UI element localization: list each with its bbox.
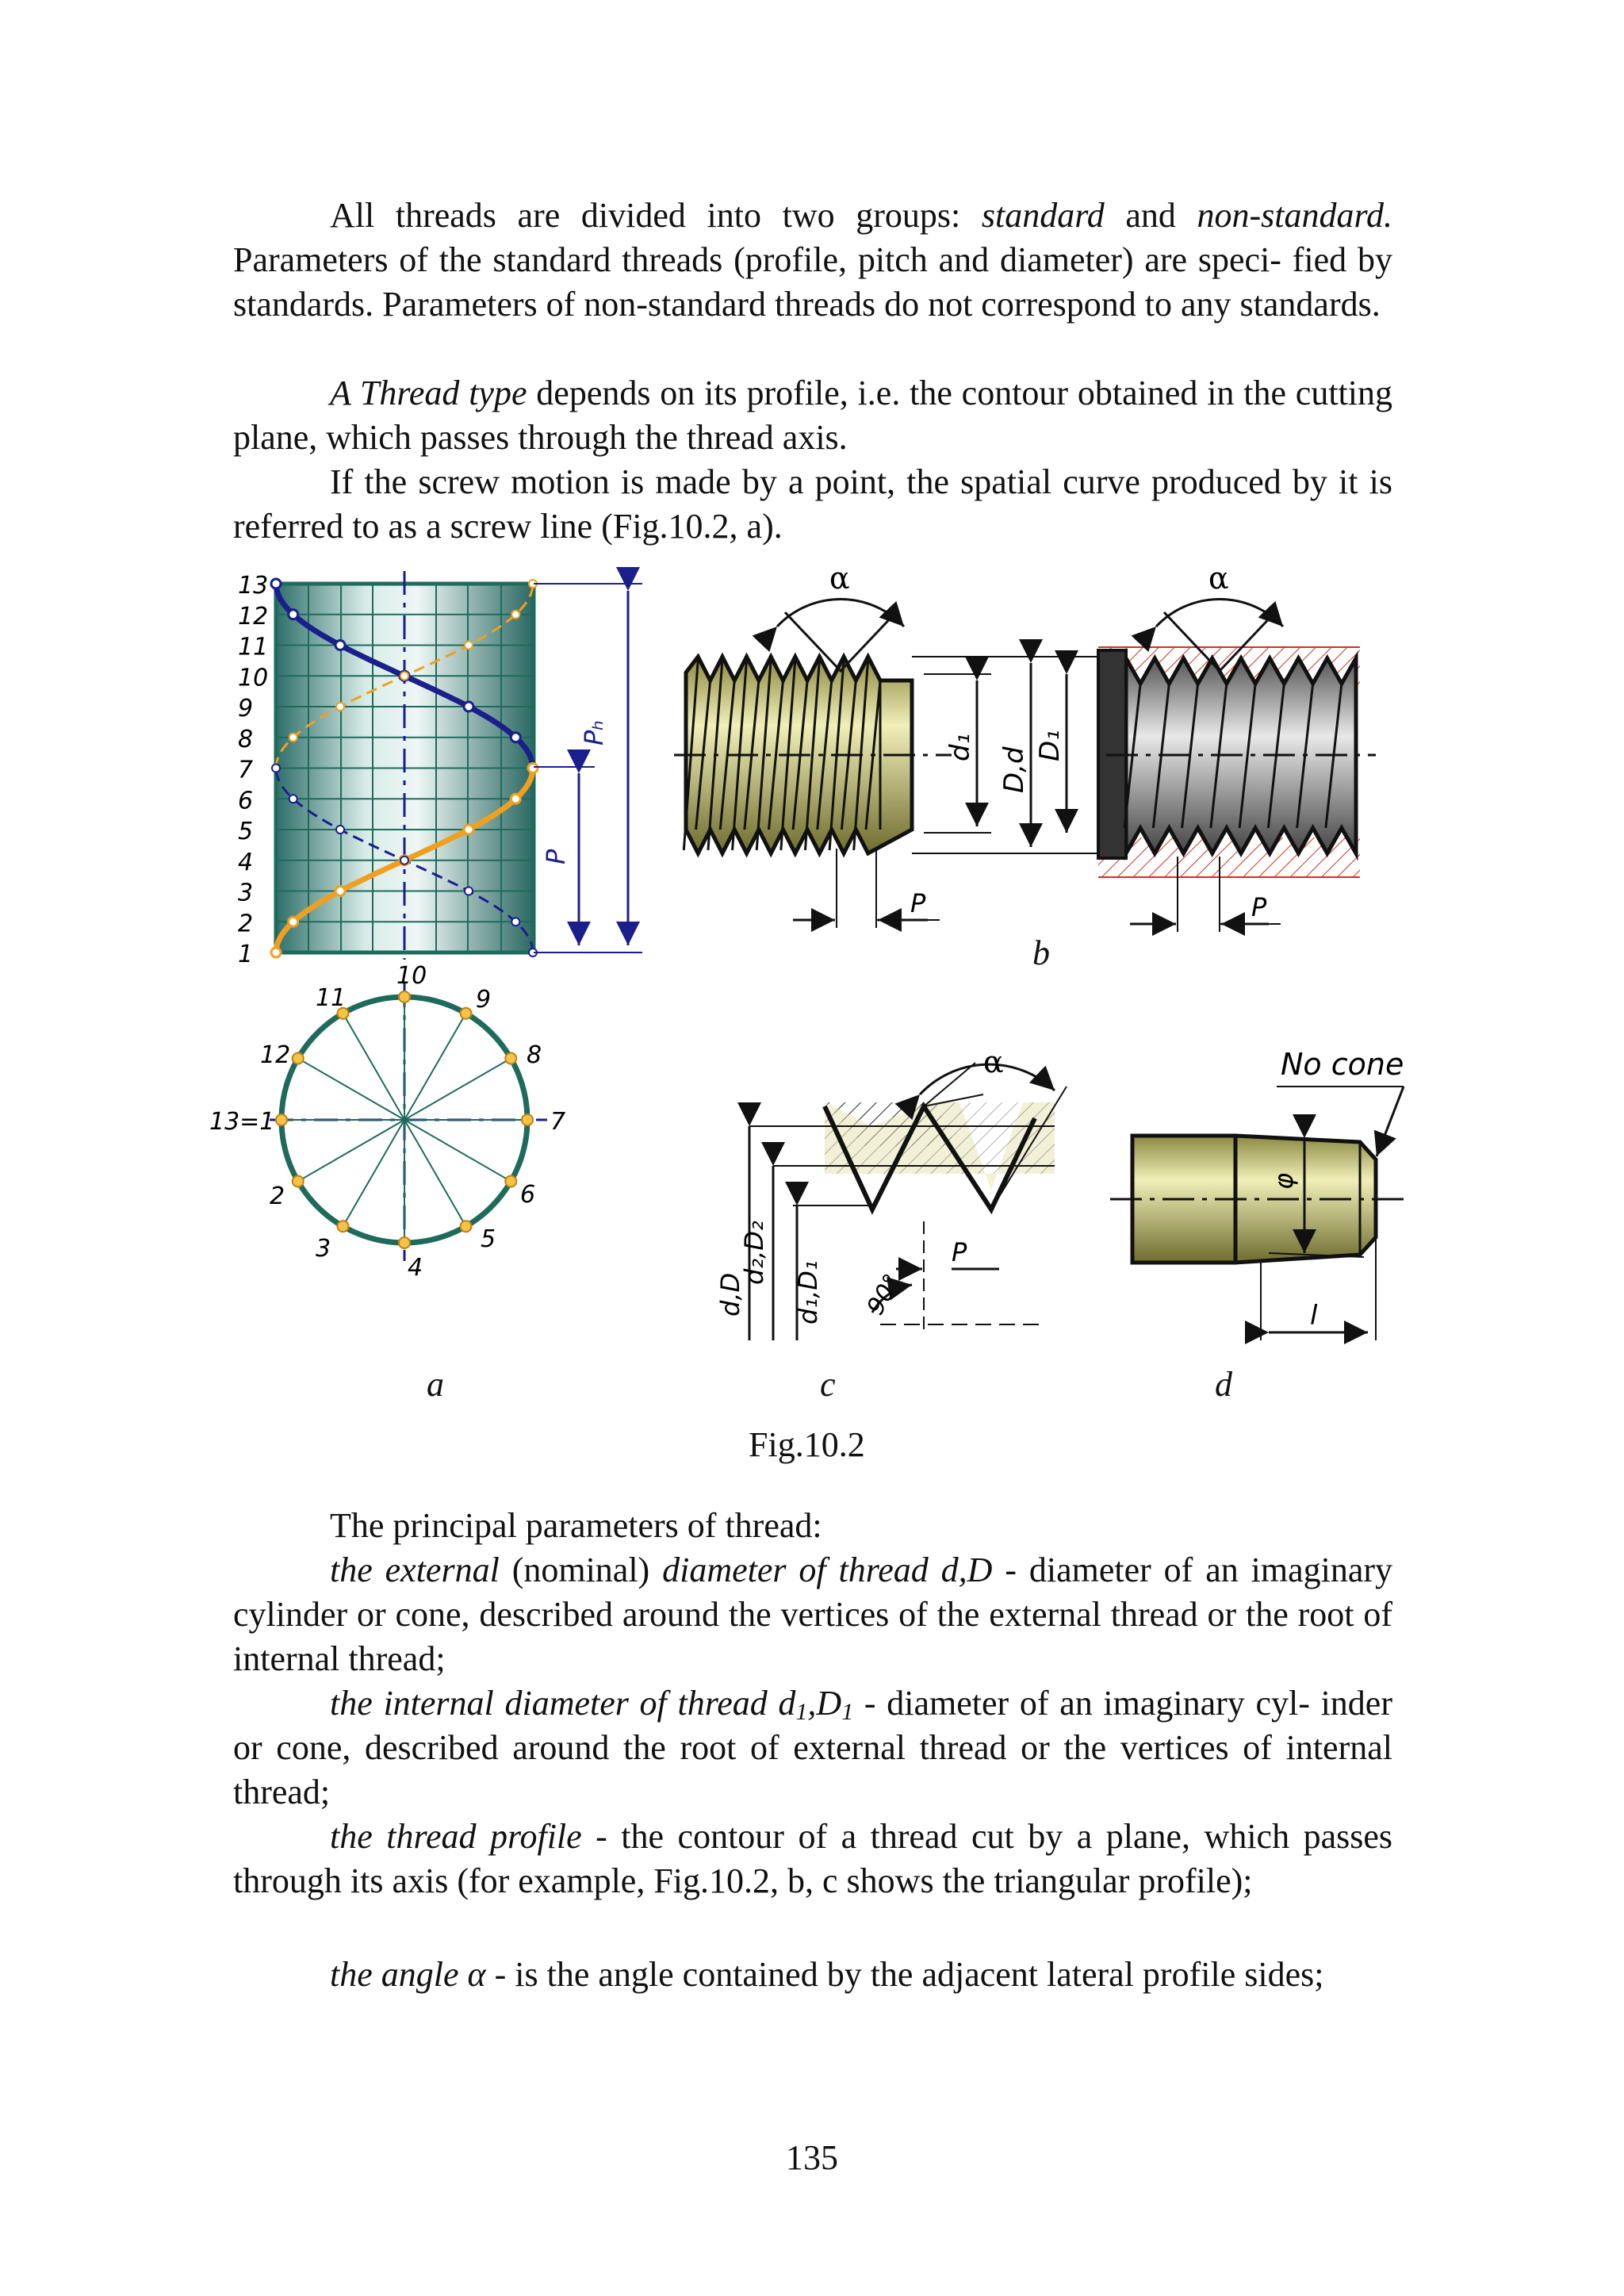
panel-c-profile xyxy=(715,1045,1067,1340)
helix-point xyxy=(511,733,520,742)
alpha-b-right: α xyxy=(1208,561,1229,596)
helix-number: 13 xyxy=(238,572,269,600)
helix-hidden-point xyxy=(400,857,408,864)
text-run: (nominal) xyxy=(499,1550,663,1589)
alpha-b-left: α xyxy=(829,561,850,596)
helix-hidden-point xyxy=(272,765,280,772)
helix-hidden-point xyxy=(465,642,473,650)
helix-point xyxy=(335,641,345,650)
dim-90-c: 90° xyxy=(861,1269,907,1320)
circle-label-10: 10 xyxy=(396,962,427,990)
circle-label-12: 12 xyxy=(260,1041,291,1069)
circle-label-9: 9 xyxy=(476,986,492,1014)
circle-label-3: 3 xyxy=(316,1235,331,1263)
circle-point xyxy=(293,1053,304,1064)
helix-number: 5 xyxy=(238,818,254,845)
dim-ph: Pₕ xyxy=(579,719,609,746)
circle-label-5: 5 xyxy=(481,1225,496,1253)
helix-hidden-point xyxy=(336,826,344,834)
text-run: - diameter of an imaginary cylinder or cone, described around the vertices of the external thread or the root of internal thread; xyxy=(233,1550,1393,1678)
helix-hidden-point xyxy=(511,918,519,926)
panel-b-external-thread xyxy=(674,561,1102,928)
helix-number: 4 xyxy=(238,848,254,876)
no-cone-label: No cone xyxy=(1281,1047,1404,1082)
circle-point xyxy=(276,1114,287,1125)
helix-point xyxy=(289,610,298,619)
helix-number: 7 xyxy=(238,756,254,784)
helix-number: 2 xyxy=(238,910,254,938)
figure-caption: Fig.10.2 xyxy=(749,1425,865,1464)
param-angle xyxy=(233,1953,1392,1997)
helix-number: 10 xyxy=(238,664,269,692)
term-diameter: diameter of thread d,D xyxy=(662,1550,993,1589)
helix-hidden-point xyxy=(465,887,473,895)
helix-number: 12 xyxy=(238,602,269,631)
dim-l: l xyxy=(1310,1300,1318,1332)
helix-numbers xyxy=(238,572,268,968)
circle-label-8: 8 xyxy=(527,1041,542,1069)
param-thread-profile xyxy=(233,1815,1392,1903)
alpha-symbol: α xyxy=(467,1955,486,1994)
params-heading: The principal parameters of thread: xyxy=(330,1506,822,1545)
dim-p-c: P xyxy=(952,1237,967,1267)
circle-point xyxy=(399,991,410,1002)
helix-number: 9 xyxy=(238,695,254,723)
helix-hidden-point xyxy=(289,734,297,742)
dim-dD-c: d,D xyxy=(715,1272,745,1317)
circle-label-13: 13=1 xyxy=(209,1108,275,1136)
panel-label-b: b xyxy=(1032,933,1050,972)
circle-point xyxy=(338,1221,349,1232)
helix-number: 1 xyxy=(238,941,254,968)
text-run: - diameter of an imaginary cyl- inder or cone, described around the root of external thread or the vertices of internal thread; xyxy=(233,1684,1392,1811)
term-non-standard: non-standard. xyxy=(1197,196,1392,235)
dim-D1-b: D₁ xyxy=(1034,730,1066,761)
helix-number: 11 xyxy=(238,633,269,661)
term-thread-profile: the thread profile xyxy=(330,1817,582,1856)
helix-hidden-point xyxy=(289,795,297,803)
circle-label-6: 6 xyxy=(520,1181,536,1209)
text-run: - the contour of a thread cut by a plane, which passes through its axis (for example, Fig.10.2, b, c shows the triangular profile); xyxy=(233,1817,1392,1900)
text-run: - is the angle contained by the adjacent lateral profile sides; xyxy=(485,1955,1324,1994)
helix-number: 3 xyxy=(238,879,254,907)
circle-point xyxy=(461,1008,472,1019)
dim-d1D1-c: d₁,D₁ xyxy=(793,1260,823,1324)
circle-point xyxy=(461,1221,472,1232)
term-external: the external xyxy=(330,1550,500,1589)
param-external-diameter xyxy=(233,1548,1392,1681)
term-standard: standard xyxy=(981,196,1105,235)
panel-a-circle xyxy=(209,962,565,1282)
circle-point xyxy=(293,1176,304,1187)
term-thread-type: A Thread type xyxy=(330,374,527,412)
dim-p-b-right: P xyxy=(1251,892,1267,922)
helix-hidden-point xyxy=(400,672,408,680)
helix-point xyxy=(464,825,473,834)
term-internal: the internal diameter of thread d xyxy=(330,1684,796,1723)
param-internal-diameter xyxy=(233,1681,1392,1815)
intro-paragraph-3: If the screw motion is made by a point, the spatial curve produced by it is referred to as a screw line (Fig.10.2, a). xyxy=(233,462,1392,546)
circle-point xyxy=(505,1053,516,1064)
dim-d1-b: d₁ xyxy=(944,733,976,761)
term-internal-D: ,D xyxy=(807,1684,842,1723)
panel-b-internal-thread xyxy=(1098,561,1376,932)
dim-phi: φ xyxy=(1269,1172,1299,1190)
dim-dD-b: D,d xyxy=(998,746,1030,793)
circle-label-11: 11 xyxy=(316,984,347,1012)
page-number: 135 xyxy=(786,2138,838,2177)
helix-hidden-point xyxy=(336,703,344,711)
text-run: Parameters of the standard threads (profile, pitch and diameter) are speci- fied by standards. Parameters of non-standard threads do not correspond to any standards. xyxy=(233,240,1392,324)
helix-point xyxy=(271,579,281,588)
text-run: and xyxy=(1104,196,1197,235)
text-run: depends on its profile, i.e. the contour obtained in the cutting plane, which passes through the thread axis. xyxy=(233,374,1393,457)
panel-label-a: a xyxy=(427,1365,444,1404)
subscript: 1 xyxy=(841,1699,854,1725)
helix-point xyxy=(511,794,520,803)
circle-point xyxy=(522,1114,533,1125)
helix-number: 6 xyxy=(238,787,254,815)
helix-point xyxy=(289,917,298,926)
term-angle: the angle xyxy=(330,1955,468,1994)
helix-point xyxy=(271,948,281,957)
helix-number: 8 xyxy=(238,725,254,753)
circle-point xyxy=(505,1176,516,1187)
circle-label-2: 2 xyxy=(270,1182,285,1210)
dim-d2D2-c: d₂,D₂ xyxy=(739,1221,769,1285)
helix-hidden-point xyxy=(511,611,519,619)
dim-p-b-left: P xyxy=(910,888,926,918)
circle-label-7: 7 xyxy=(550,1108,566,1136)
subscript: 1 xyxy=(795,1699,808,1725)
text-run: All threads are divided into two groups: xyxy=(330,196,982,235)
circle-label-4: 4 xyxy=(408,1254,423,1282)
panel-label-d: d xyxy=(1215,1365,1232,1404)
panel-a-helix xyxy=(238,571,642,968)
panel-d-no-cone xyxy=(1110,1047,1404,1340)
alpha-c: α xyxy=(983,1045,1004,1079)
dim-p-helix: P xyxy=(541,849,571,864)
circle-point xyxy=(399,1237,410,1248)
helix-point xyxy=(464,702,473,711)
helix-point xyxy=(528,764,538,773)
helix-point xyxy=(335,887,345,896)
panel-label-c: c xyxy=(820,1365,836,1404)
